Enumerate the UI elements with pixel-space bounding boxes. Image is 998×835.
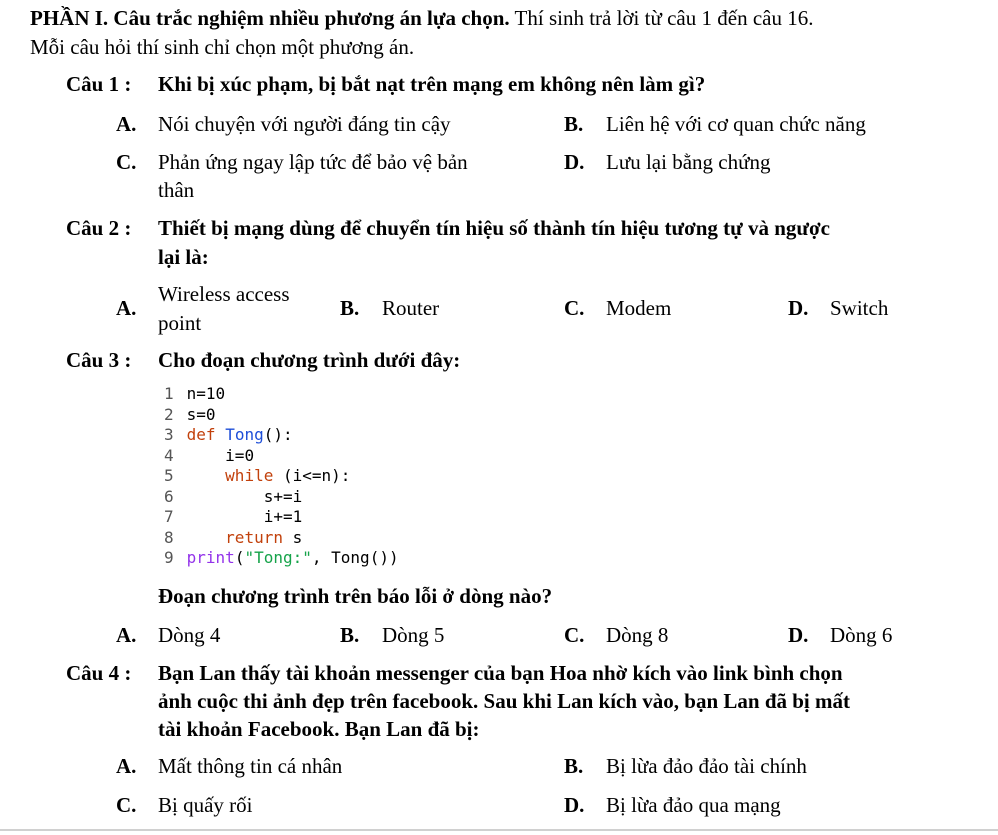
code-block	[164, 384, 399, 569]
page-bottom-divider	[0, 829, 998, 831]
code-line	[164, 446, 399, 467]
section-title: PHẦN I. Câu trắc nghiệm nhiều phương án lựa chọn.	[30, 6, 510, 30]
q4-label: Câu 4 :	[66, 661, 132, 685]
q2-option-a-text-2[interactable]: point	[158, 311, 202, 335]
q4-option-b-letter: B.	[564, 754, 584, 778]
q4-option-d-letter: D.	[564, 793, 585, 817]
q1-option-d-letter: D.	[564, 150, 585, 174]
q4-text-3: tài khoản Facebook. Bạn Lan đã bị:	[158, 717, 480, 741]
code-text: (	[234, 548, 245, 567]
q1-option-a-text[interactable]: Nói chuyện với người đáng tin cậy	[158, 112, 451, 136]
code-text: n=10	[186, 384, 226, 403]
code-text: s=0	[186, 404, 216, 424]
q3-option-c-text[interactable]: Dòng 8	[606, 623, 669, 647]
q1-option-c-letter: C.	[116, 150, 137, 174]
code-line	[164, 425, 399, 446]
q3-option-b-text[interactable]: Dòng 5	[382, 623, 445, 647]
q3-option-d-text[interactable]: Dòng 6	[830, 623, 893, 647]
q4-option-b-text[interactable]: Bị lừa đảo đảo tài chính	[606, 754, 807, 778]
q3-option-a-letter: A.	[116, 623, 137, 647]
q2-text-1: Thiết bị mạng dùng để chuyển tín hiệu số thành tín hiệu tương tự và ngược	[158, 216, 830, 240]
q1-option-d-text[interactable]: Lưu lại bằng chứng	[606, 150, 771, 174]
q2-label: Câu 2 :	[66, 216, 132, 240]
q4-option-a-text[interactable]: Mất thông tin cá nhân	[158, 754, 343, 778]
line-number: 6	[164, 486, 174, 506]
q4-text-2: ảnh cuộc thi ảnh đẹp trên facebook. Sau khi Lan kích vào, bạn Lan đã bị mất	[158, 689, 851, 713]
q3-text: Cho đoạn chương trình dưới đây:	[158, 348, 461, 372]
q1-option-a-letter: A.	[116, 112, 137, 136]
code-keyword: return	[186, 527, 283, 547]
section-intro-2: Mỗi câu hỏi thí sinh chỉ chọn một phương án.	[30, 35, 415, 59]
line-number: 5	[164, 466, 174, 485]
q3-option-b-letter: B.	[340, 623, 360, 647]
q1-label: Câu 1 :	[66, 72, 132, 96]
code-line	[164, 384, 399, 405]
line-number: 3	[164, 425, 174, 444]
q4-option-c-text[interactable]: Bị quấy rối	[158, 793, 253, 817]
line-number: 9	[164, 548, 174, 567]
code-text: i+=1	[186, 507, 303, 526]
code-function-name: Tong	[225, 425, 264, 444]
q4-text-1: Bạn Lan thấy tài khoản messenger của bạn Hoa nhờ kích vào link bình chọn	[158, 661, 843, 685]
q2-option-c-letter: C.	[564, 296, 585, 320]
line-number: 8	[164, 527, 174, 547]
q2-option-b-text[interactable]: Router	[382, 296, 440, 320]
code-text: ():	[263, 425, 293, 444]
section-intro-1: Thí sinh trả lời từ câu 1 đến câu 16.	[509, 6, 814, 30]
code-line	[164, 405, 399, 426]
q1-text: Khi bị xúc phạm, bị bắt nạt trên mạng em không nên làm gì?	[158, 72, 706, 96]
section-header	[30, 4, 813, 32]
code-line	[164, 466, 399, 487]
code-text: (i<=n):	[273, 466, 351, 485]
q3-label: Câu 3 :	[66, 348, 132, 372]
line-number: 2	[164, 404, 174, 424]
q4-option-a-letter: A.	[116, 754, 137, 778]
q4-option-d-text[interactable]: Bị lừa đảo qua mạng	[606, 793, 781, 817]
code-text: s	[282, 527, 303, 547]
q3-question: Đoạn chương trình trên báo lỗi ở dòng nào?	[158, 584, 553, 608]
code-text: i=0	[186, 445, 255, 465]
q1-option-c-text-1[interactable]: Phản ứng ngay lập tức để bảo vệ bản	[158, 150, 468, 174]
q1-option-b-letter: B.	[564, 112, 584, 136]
line-number: 1	[164, 384, 174, 403]
code-keyword: def	[186, 425, 216, 444]
q2-option-d-letter: D.	[788, 296, 809, 320]
line-number: 4	[164, 445, 174, 465]
q2-option-a-text-1[interactable]: Wireless access	[158, 282, 290, 306]
code-line	[164, 528, 399, 549]
q2-option-b-letter: B.	[340, 296, 360, 320]
code-keyword: while	[186, 466, 274, 485]
code-line	[164, 548, 399, 569]
q4-option-c-letter: C.	[116, 793, 137, 817]
q2-text-2: lại là:	[158, 245, 209, 269]
code-line	[164, 507, 399, 528]
q3-option-c-letter: C.	[564, 623, 585, 647]
code-line	[164, 487, 399, 508]
q2-option-c-text[interactable]: Modem	[606, 296, 672, 320]
code-text: , Tong())	[311, 548, 399, 567]
line-number: 7	[164, 507, 174, 526]
code-string: "Tong:"	[244, 548, 312, 567]
q3-option-d-letter: D.	[788, 623, 809, 647]
code-builtin: print	[186, 548, 235, 567]
q2-option-d-text[interactable]: Switch	[830, 296, 889, 320]
q3-option-a-text[interactable]: Dòng 4	[158, 623, 221, 647]
q2-option-a-letter: A.	[116, 296, 137, 320]
code-text: s+=i	[186, 486, 303, 506]
q1-option-b-text[interactable]: Liên hệ với cơ quan chức năng	[606, 112, 866, 136]
q1-option-c-text-2[interactable]: thân	[158, 178, 195, 202]
